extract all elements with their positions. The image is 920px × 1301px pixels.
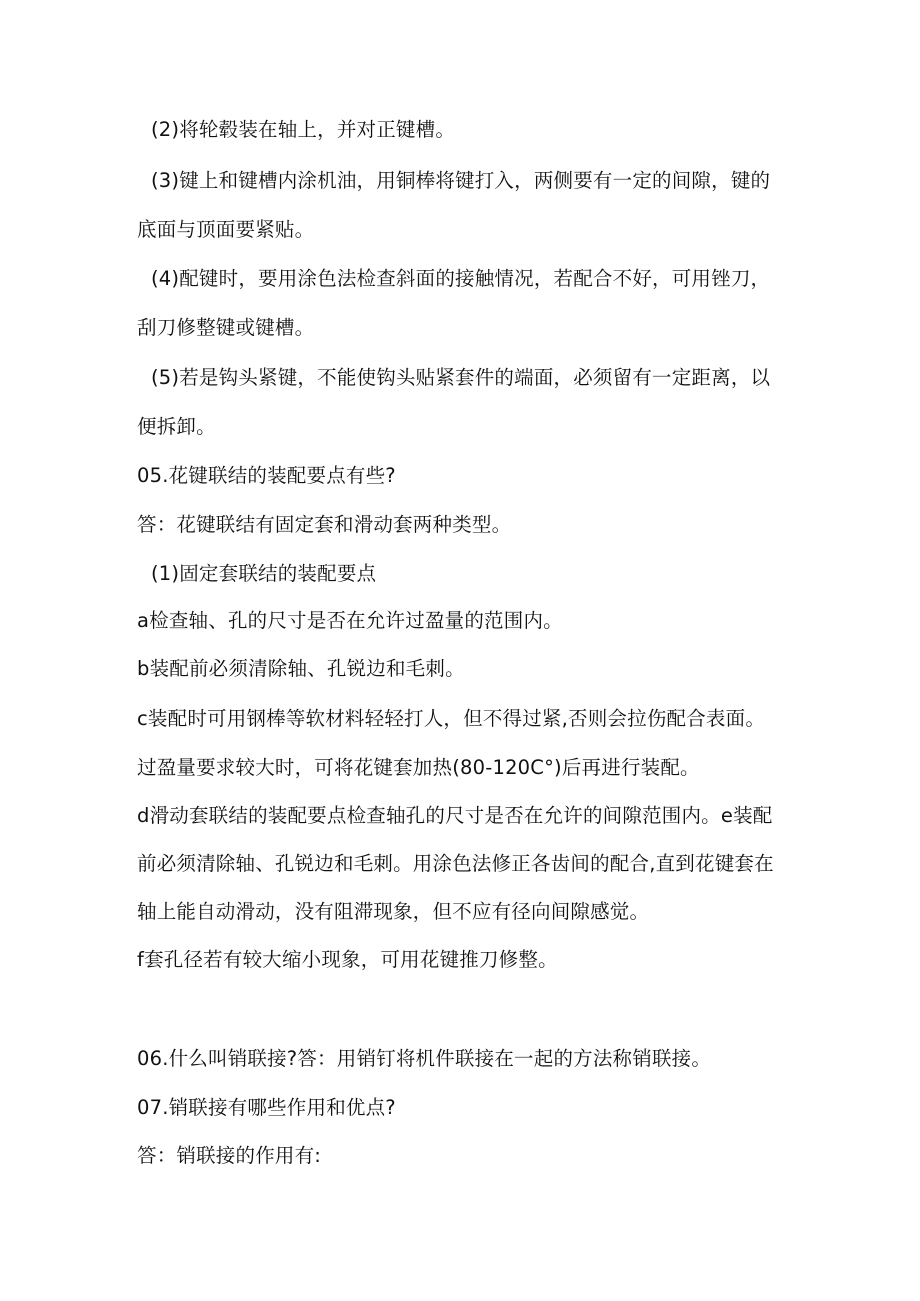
question-heading: 06.什么叫销联接?答：用销钉将机件联接在一起的方法称销联接。 (137, 1047, 712, 1070)
text-line: 轴上能自动滑动，没有阻滞现象，但不应有径向间隙感觉。 (137, 900, 650, 923)
subheading: (1)固定套联结的装配要点 (151, 562, 377, 585)
text-line: 前必须清除轴、孔锐边和毛刺。用涂色法修正各齿间的配合,直到花键套在 (137, 852, 774, 875)
text-line: a检查轴、孔的尺寸是否在允许过盈量的范围内。 (137, 609, 563, 632)
answer-line: 答：花键联结有固定套和滑动套两种类型。 (137, 513, 512, 536)
text-line: 底面与顶面要紧贴。 (137, 218, 315, 241)
text-line: b装配前必须清除轴、孔锐边和毛刺。 (137, 657, 465, 680)
text-line: f套孔径若有较大缩小现象，可用花键推刀修整。 (137, 948, 558, 971)
text-line: 刮刀修整键或键槽。 (137, 316, 315, 339)
question-heading: 05.花键联结的装配要点有些? (137, 464, 396, 487)
text-line: c装配时可用钢棒等软材料轻轻打人，但不得过紧,否则会拉伤配合表面。 (137, 707, 766, 730)
text-line: (4)配键时，要用涂色法检查斜面的接触情况，若配合不好，可用锉刀， (151, 267, 771, 290)
question-heading: 07.销联接有哪些作用和优点? (137, 1096, 396, 1119)
text-line: d滑动套联结的装配要点检查轴孔的尺寸是否在允许的间隙范围内。e装配 (137, 804, 773, 827)
text-line: (2)将轮毂装在轴上，并对正键槽。 (151, 118, 456, 141)
text-line: (5)若是钩头紧键，不能使钩头贴紧套件的端面，必须留有一定距离，以 (151, 366, 771, 389)
answer-line: 答：销联接的作用有: (137, 1144, 322, 1167)
text-line: 过盈量要求较大时，可将花键套加热(80-120C°)后再进行装配。 (137, 756, 700, 779)
text-line: 便拆卸。 (137, 415, 216, 438)
text-line: (3)键上和键槽内涂机油，用铜棒将键打入，两侧要有一定的间隙，键的 (151, 169, 771, 192)
